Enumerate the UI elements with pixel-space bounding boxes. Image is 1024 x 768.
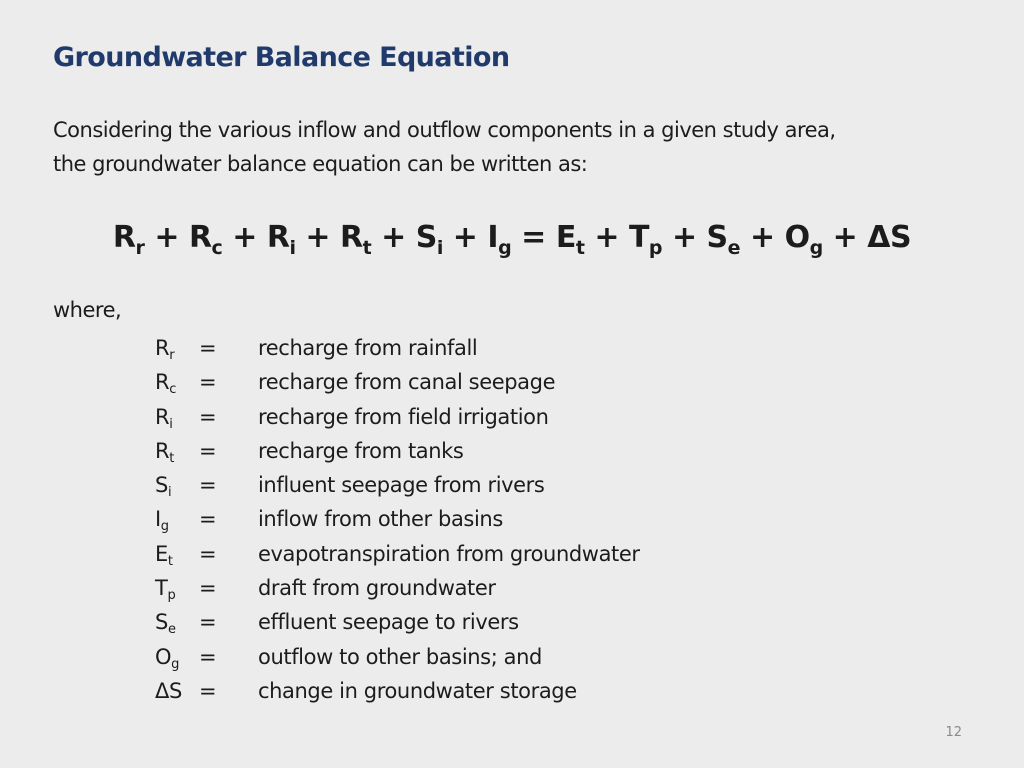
intro-paragraph [53, 113, 993, 181]
definitions-list [155, 336, 640, 713]
definition-row [155, 473, 640, 507]
equation-term: $I_g$ [487, 220, 512, 259]
plus-sign: + [442, 220, 488, 255]
definition-symbol: $R_c$ [155, 370, 176, 398]
equation-term: $R_t$ [340, 220, 372, 259]
definition-description: outflow to other basins; and [258, 644, 542, 669]
definition-row [155, 336, 640, 370]
where-label: where, [53, 298, 122, 322]
equation-term: $S_e$ [706, 220, 741, 259]
definition-equals: = [199, 404, 217, 429]
definition-row [155, 405, 640, 439]
definition-equals: = [199, 576, 217, 601]
definition-row [155, 542, 640, 576]
definition-symbol: $R_i$ [155, 404, 173, 432]
definition-row [155, 576, 640, 610]
definition-equals: = [199, 678, 217, 703]
definition-description: change in groundwater storage [258, 678, 577, 703]
definition-description: effluent seepage to rivers [258, 610, 519, 635]
definition-description: evapotranspiration from groundwater [258, 541, 640, 566]
intro-line-2: the groundwater balance equation can be written as: [53, 152, 588, 176]
equation-term: $T_p$ [628, 220, 663, 259]
definition-description: inflow from other basins [258, 507, 503, 532]
plus-sign: + [295, 220, 340, 255]
plus-sign: + [740, 220, 785, 255]
definition-description: recharge from rainfall [258, 336, 478, 360]
definition-equals: = [199, 336, 217, 360]
plus-sign: + [144, 220, 189, 255]
definition-symbol: $E_t$ [155, 541, 173, 569]
definition-symbol: $R_r$ [155, 336, 175, 363]
equals-sign: = [521, 220, 546, 255]
definition-description: draft from groundwater [258, 576, 496, 601]
definition-symbol: $S_e$ [155, 610, 176, 638]
balance-equation [0, 220, 1024, 259]
definition-symbol: $I_g$ [155, 507, 169, 535]
definition-equals: = [199, 438, 217, 463]
definition-row [155, 370, 640, 404]
definition-symbol: $O_g$ [155, 644, 179, 672]
definition-equals: = [199, 473, 217, 498]
definition-symbol: $R_t$ [155, 438, 174, 466]
page-number: 12 [945, 725, 962, 740]
equation-term: ΔS [867, 220, 912, 255]
definition-row [155, 507, 640, 541]
plus-sign: + [222, 220, 267, 255]
definition-symbol: $T_p$ [155, 576, 176, 604]
equation-term: $O_g$ [784, 220, 823, 259]
definition-equals: = [199, 541, 217, 566]
definition-description: recharge from canal seepage [258, 370, 556, 395]
definition-row [155, 645, 640, 679]
definition-equals: = [199, 610, 217, 635]
plus-sign: + [822, 220, 868, 255]
equation-term: $E_t$ [555, 220, 585, 259]
definition-equals: = [199, 370, 217, 395]
definition-description: recharge from tanks [258, 438, 464, 463]
definition-row [155, 610, 640, 644]
definition-equals: = [199, 507, 217, 532]
plus-sign: + [584, 220, 629, 255]
definition-description: recharge from field irrigation [258, 404, 549, 429]
definition-row [155, 439, 640, 473]
equation-term: $R_r$ [112, 220, 145, 259]
equation-term: $S_i$ [415, 220, 443, 259]
slide-title: Groundwater Balance Equation [53, 42, 510, 73]
plus-sign: + [371, 220, 416, 255]
definition-equals: = [199, 644, 217, 669]
equation-term: $R_i$ [266, 220, 296, 259]
definition-row [155, 679, 640, 713]
definition-symbol: ΔS [155, 678, 182, 703]
definition-description: influent seepage from rivers [258, 473, 545, 498]
intro-line-1: Considering the various inflow and outflow components in a given study area, [53, 118, 836, 142]
equation-term: $R_c$ [188, 220, 223, 259]
definition-symbol: $S_i$ [155, 473, 172, 501]
plus-sign: + [662, 220, 707, 255]
